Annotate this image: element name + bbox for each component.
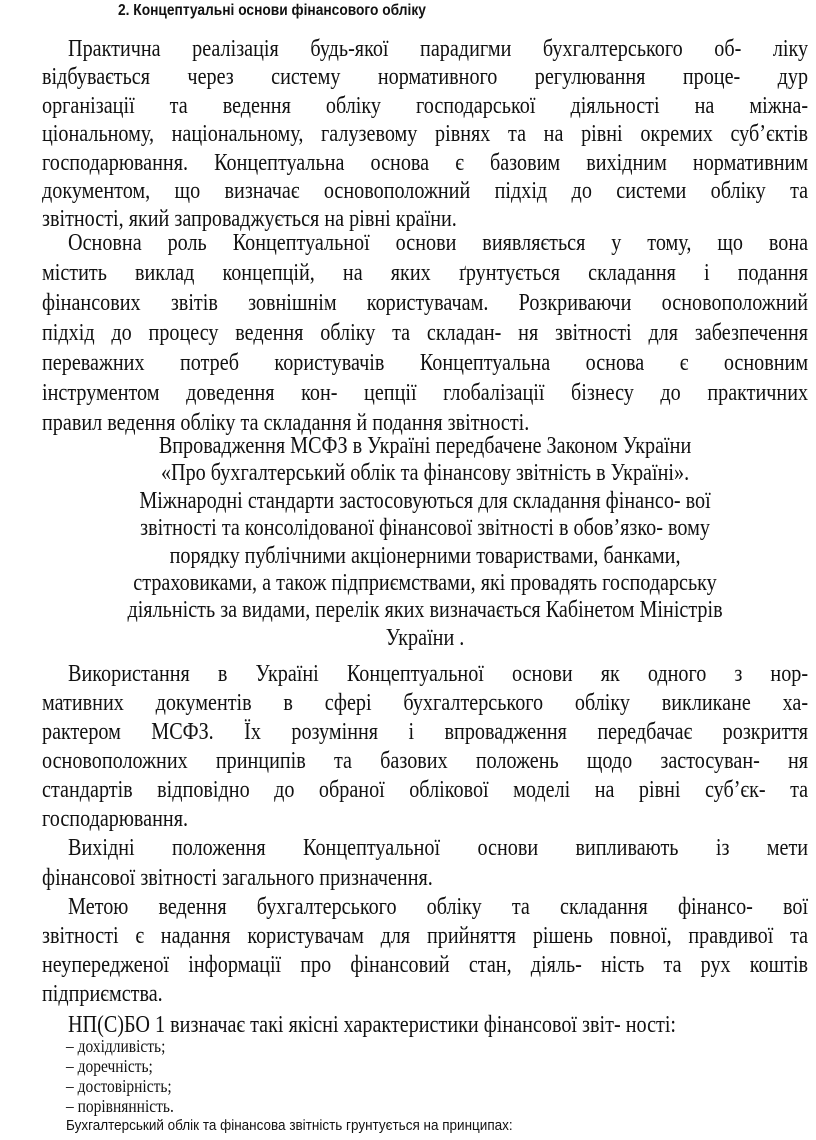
text-line: переважних потреб користувачів Концептуальна основа є основним (42, 350, 809, 376)
text-line: порядку публічними акціонерними товариствами, банками, (169, 542, 681, 569)
list-item: – порівнянність. (66, 1096, 174, 1116)
paragraph (42, 228, 808, 438)
paragraph (42, 660, 808, 834)
text-line: звітності, який запроваджується на рівні країни. (42, 206, 457, 233)
text-line: організації та ведення обліку господарської діяльності на міжна- (42, 92, 809, 119)
text-line: НП(С)БО 1 визначає такі якісні характеристики фінансової звіт- ності: (68, 1012, 677, 1038)
text-line: України . (385, 624, 465, 651)
text-line: звітності та консолідованої фінансової звітності в обов’язко- вому (140, 515, 710, 542)
text-line: неупередженої інформації про фінансовий стан, діяль- ність та рух коштів (42, 952, 809, 978)
list-item: – дохідливість; (66, 1036, 166, 1056)
text-line: Використання в Україні Концептуальної основи як одного з нор- (68, 661, 809, 687)
text-line: рактером МСФЗ. Їх розуміння і впровадження передбачає розкриття (42, 719, 809, 745)
paragraph (42, 833, 808, 893)
text-line: Впровадження МСФЗ в Україні передбачене Законом України (158, 433, 692, 459)
text-line: відбувається через систему нормативного регулювання проце- дур (42, 64, 809, 91)
paragraph (42, 433, 808, 652)
text-line: підприємства. (42, 981, 163, 1007)
text-line: «Про бухгалтерський облік та фінансову звітність в Україні». (160, 460, 690, 487)
text-line: господарювання. (42, 806, 189, 832)
text-line: стандартів відповідно до обраної облікової моделі на рівні суб’єк- та (42, 777, 809, 803)
text-line: діяльність за видами, перелік яких визначається Кабінетом Міністрів (127, 597, 723, 624)
text-line: містить виклад концепцій, на яких ґрунтується складання і подання (42, 260, 809, 286)
text-line: підхід до процесу ведення обліку та складан- ня звітності для забезпечення (42, 320, 809, 346)
text-line: Вихідні положення Концептуальної основи випливають із мети (68, 835, 809, 861)
text-line: господарювання. Концептуальна основа є базовим вихідним нормативним (42, 149, 809, 176)
text-line: правил ведення обліку та складання й подання звітності. (42, 410, 530, 436)
text-line: фінансових звітів зовнішнім користувачам. Розкриваючи основоположний (42, 290, 809, 316)
text-line: страховиками, а також підприємствами, які провадять господарську (133, 570, 717, 597)
text-line: Практична реалізація будь-якої парадигми бухгалтерського об- ліку (68, 36, 809, 62)
text-line: документом, що визначає основоположний підхід до системи обліку та (42, 178, 809, 205)
paragraph (42, 893, 808, 1009)
text-line: фінансової звітності загального призначення. (42, 865, 433, 891)
text-line: інструментом доведення кон- цепції глобалізації бізнесу до практичних (42, 380, 809, 406)
text-line: Метою ведення бухгалтерського обліку та складання фінансо- вої (68, 894, 809, 920)
text-line: ціональному, національному, галузевому рівнях та на рівні окремих суб’єктів (42, 121, 809, 148)
list-item: – достовірність; (66, 1076, 172, 1096)
paragraph (42, 35, 808, 234)
list-item: – доречність; (66, 1056, 153, 1076)
principles-intro: Бухгалтерський облік та фінансова звітність грунтується на принципах: (66, 1117, 513, 1134)
characteristics-list (66, 1036, 191, 1116)
section-heading: 2. Концептуальні основи фінансового обліку (118, 2, 426, 19)
text-line: основоположних принципів та базових положень щодо застосуван- ня (42, 748, 809, 774)
text-line: мативних документів в сфері бухгалтерського обліку викликане ха- (42, 690, 809, 716)
text-line: Міжнародні стандарти застосовуються для складання фінансо- вої (139, 487, 711, 514)
text-line: звітності є надання користувачам для прийняття рішень повної, правдивої та (42, 923, 809, 949)
text-line: Основна роль Концептуальної основи виявляється у тому, що вона (68, 230, 809, 256)
paragraph (68, 1011, 816, 1039)
